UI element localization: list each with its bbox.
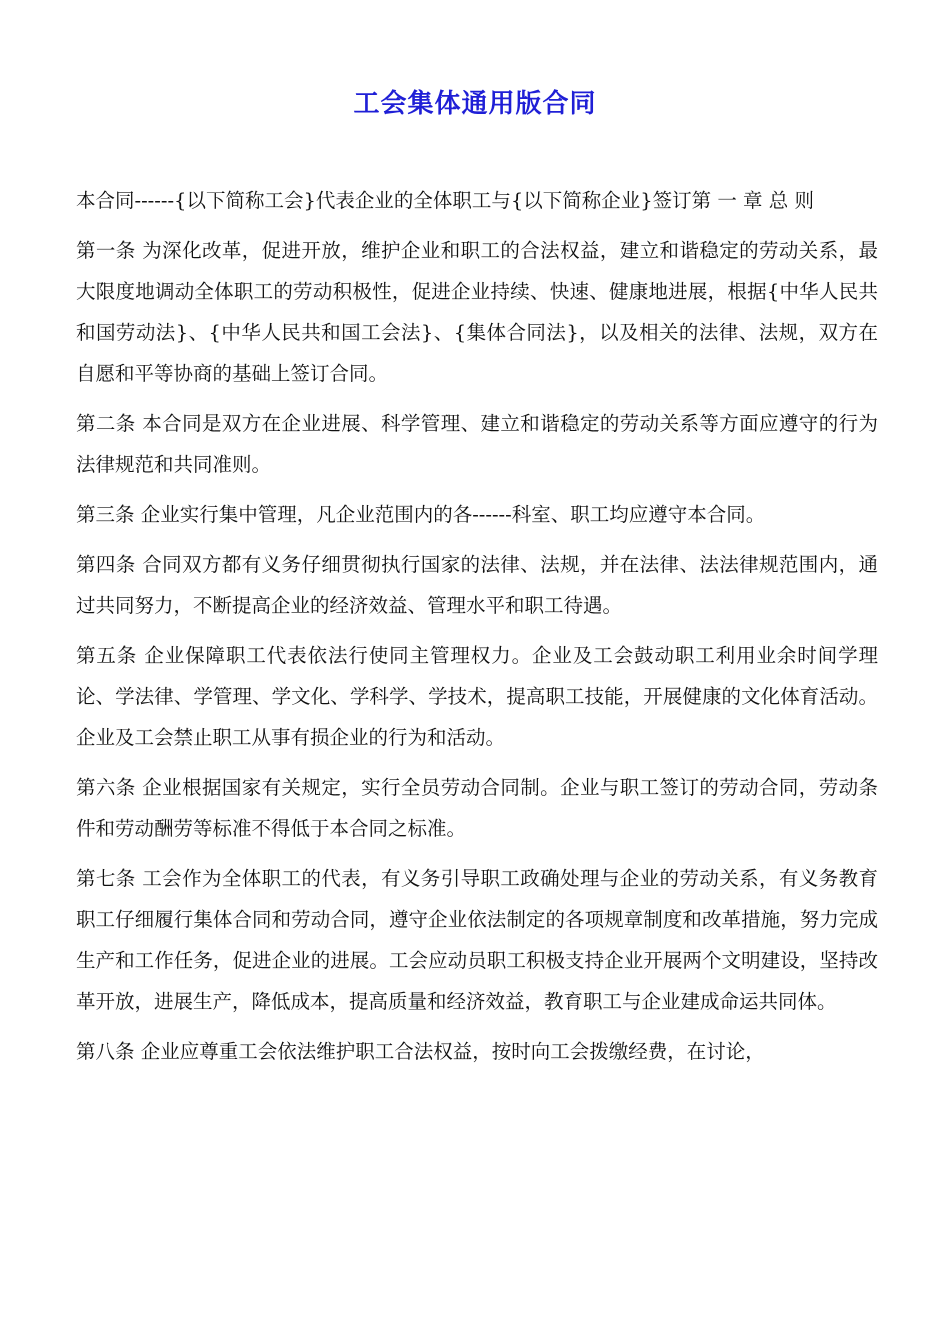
paragraph-article-4: 第四条 合同双方都有义务仔细贯彻执行国家的法律、法规，并在法律、法法律规范围内，通过共同努力，不断提高企业的经济效益、管理水平和职工待遇。	[76, 553, 878, 617]
paragraph-article-6: 第六条 企业根据国家有关规定，实行全员劳动合同制。企业与职工签订的劳动合同，劳动条件和劳动酬劳等标准不得低于本合同之标准。	[76, 776, 878, 840]
paragraph-article-8: 第八条 企业应尊重工会依法维护职工合法权益，按时向工会拨缴经费，在讨论，	[76, 1040, 765, 1063]
paragraph-article-7: 第七条 工会作为全体职工的代表，有义务引导职工政确处理与企业的劳动关系，有义务教育职工仔细履行集体合同和劳动合同，遵守企业依法制定的各项规章制度和改革措施，努力完成生产和工作任务，促进企业的进展。工会应动员职工积极支持企业开展两个文明建设，坚持改革开放，进展生产，降低成本，提高质量和经济效益，教育职工与企业建成命运共同体。	[76, 867, 878, 1013]
document-title: 工会集体通用版合同	[353, 89, 597, 119]
paragraph-article-1: 第一条 为深化改革，促进开放，维护企业和职工的合法权益，建立和谐稳定的劳动关系，最大限度地调动全体职工的劳动积极性，促进企业持续、快速、健康地进展，根据{中华人民共和国劳动法}、{中华人民共和国工会法}、{集体合同法}，以及相关的法律、法规，双方在自愿和平等协商的基础上签订合同。	[76, 239, 878, 385]
paragraph-article-3: 第三条 企业实行集中管理，凡企业范围内的各------科室、职工均应遵守本合同。	[76, 503, 766, 526]
paragraph-article-5: 第五条 企业保障职工代表依法行使同主管理权力。企业及工会鼓动职工利用业余时间学理论、学法律、学管理、学文化、学科学、学技术，提高职工技能，开展健康的文化体育活动。企业及工会禁止职工从事有损企业的行为和活动。	[76, 644, 878, 749]
paragraph-article-2: 第二条 本合同是双方在企业进展、科学管理、建立和谐稳定的劳动关系等方面应遵守的行为法律规范和共同准则。	[76, 412, 878, 476]
document-body	[76, 180, 878, 1081]
paragraph-intro: 本合同------{以下简称工会}代表企业的全体职工与{以下简称企业}签订第 一 章 总 则	[76, 189, 814, 212]
